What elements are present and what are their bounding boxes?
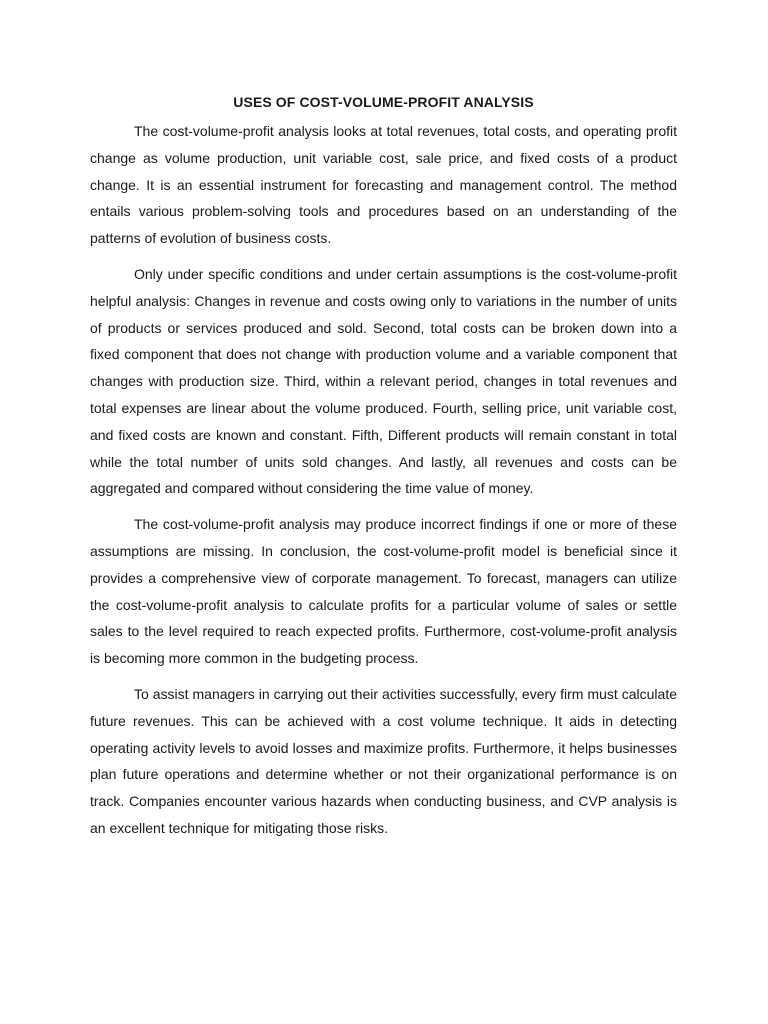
document-page	[90, 92, 677, 851]
paragraph-1: The cost-volume-profit analysis looks at total revenues, total costs, and operating profit change as volume production, unit variable cost, sale price, and fixed costs of a product change. It is an essential instrument for forecasting and management control. The method entails various problem-solving tools and procedures based on an understanding of the patterns of evolution of business costs.	[90, 123, 677, 247]
paragraph-4: To assist managers in carrying out their activities successfully, every firm must calculate future revenues. This can be achieved with a cost volume technique. It aids in detecting operating activity levels to avoid losses and maximize profits. Furthermore, it helps businesses plan future operations and determine whether or not their organizational performance is on track. Companies encounter various hazards when conducting business, and CVP analysis is an excellent technique for mitigating those risks.	[90, 685, 677, 836]
paragraph-3: The cost-volume-profit analysis may produce incorrect findings if one or more of these assumptions are missing. In conclusion, the cost-volume-profit model is beneficial since it provides a comprehensive view of corporate management. To forecast, managers can utilize the cost-volume-profit analysis to calculate profits for a particular volume of sales or settle sales to the level required to reach expected profits. Furthermore, cost-volume-profit analysis is becoming more common in the budgeting process.	[90, 516, 677, 667]
document-title: USES OF COST-VOLUME-PROFIT ANALYSIS	[233, 94, 534, 110]
paragraph-2: Only under specific conditions and under certain assumptions is the cost-volume-profit helpful analysis: Changes in revenue and costs owing only to variations in the number of units of products or services produced and sold. Second, total costs can be broken down into a fixed component that does not change with production volume and a variable component that changes with production size. Third, within a relevant period, changes in total revenues and total expenses are linear about the volume produced. Fourth, selling price, unit variable cost, and fixed costs are known and constant. Fifth, Different products will remain constant in total while the total number of units sold changes. And lastly, all revenues and costs can be aggregated and compared without considering the time value of money.	[90, 265, 677, 497]
